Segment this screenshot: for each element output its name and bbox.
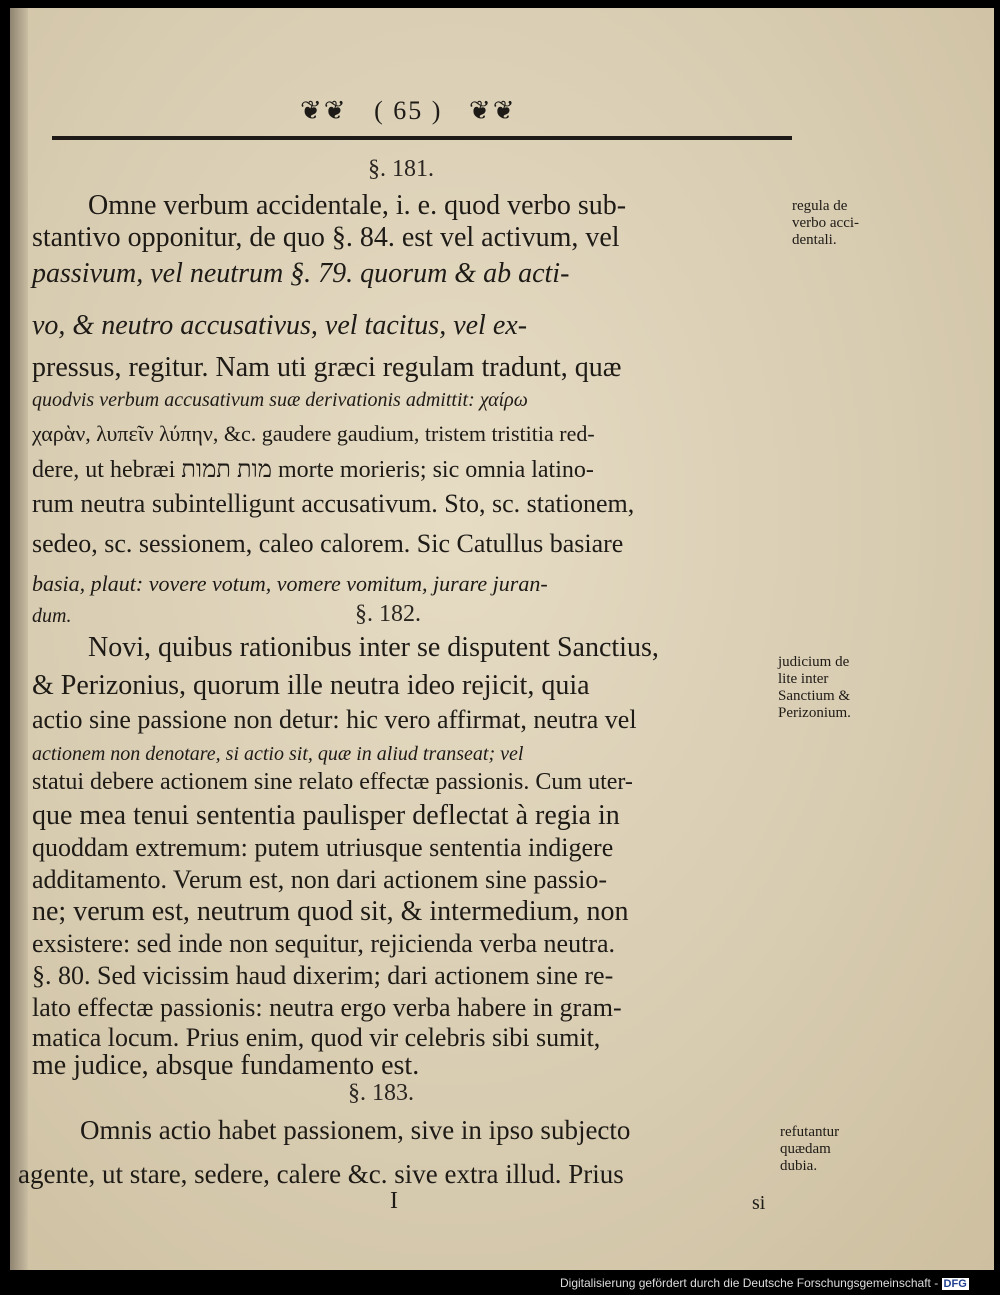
signature-mark: I [390, 1188, 398, 1214]
catchword: si [752, 1192, 766, 1214]
margin-note-line: lite inter [778, 671, 829, 687]
body-line: me judice, absque fundamento est. [32, 1050, 420, 1081]
margin-note-line: quædam [780, 1141, 831, 1157]
body-line: passivum, vel neutrum §. 79. quorum & ab acti- [32, 258, 570, 289]
page-binding-shadow [10, 8, 28, 1270]
body-line: Omne verbum accidentale, i. e. quod verbo sub- [88, 190, 627, 221]
section-181: §. 181. [368, 156, 434, 182]
margin-note-line: Perizonium. [778, 705, 851, 721]
margin-note-line: judicium de [778, 654, 850, 670]
margin-note-line: dentali. [792, 232, 837, 248]
body-line: additamento. Verum est, non dari actionem sine passio- [32, 865, 607, 894]
credit-text: Digitalisierung gefördert durch die Deutsche Forschungsgemeinschaft - [560, 1276, 939, 1290]
body-line: quodvis verbum accusativum suæ derivationis admittit: χαίρω [32, 389, 528, 411]
body-line: actionem non denotare, si actio sit, quæ in aliud transeat; vel [32, 743, 524, 765]
margin-note-line: refutantur [780, 1124, 840, 1140]
digitization-credit [560, 1276, 969, 1290]
body-line: χαρὰν, λυπεῖν λύπην, &c. gaudere gaudium, tristem tristitia red- [32, 421, 595, 446]
body-line: stantivo opponitur, de quo §. 84. est vel activum, vel [32, 222, 620, 253]
body-line: dum. [32, 605, 72, 627]
book-page [10, 8, 994, 1270]
body-line: matica locum. Prius enim, quod vir celebris sibi sumit, [32, 1023, 601, 1052]
body-line: dere, ut hebræi מות תמות morte morieris; sic omnia latino- [32, 457, 594, 483]
body-line: Omnis actio habet passionem, sive in ipso subjecto [80, 1115, 631, 1145]
left-ornament: ❦❦ [300, 96, 348, 126]
body-line: exsistere: sed inde non sequitur, rejicienda verba neutra. [32, 929, 616, 958]
right-ornament: ❦❦ [468, 96, 517, 126]
margin-note-refutantur [780, 1124, 839, 1175]
body-line: statui debere actionem sine relato effectæ passionis. Cum uter- [32, 769, 633, 795]
page-number: ( 65 ) [374, 96, 443, 125]
body-line: §. 80. Sed vicissim haud dixerim; dari actionem sine re- [32, 961, 614, 990]
margin-note-line: dubia. [780, 1158, 818, 1174]
body-line: rum neutra subintelligunt accusativum. Sto, sc. stationem, [32, 489, 635, 518]
margin-note-judicium [778, 654, 851, 722]
margin-note-line: regula de [792, 198, 848, 214]
section-182: §. 182. [355, 601, 421, 627]
margin-note-line: verbo acci- [792, 215, 860, 231]
margin-note-line: Sanctium & [778, 688, 851, 704]
body-line: ne; verum est, neutrum quod sit, & intermedium, non [32, 896, 629, 927]
dfg-logo: DFG [943, 1278, 967, 1290]
body-line: sedeo, sc. sessionem, caleo calorem. Sic Catullus basiare [32, 529, 624, 558]
margin-note-regula [792, 198, 859, 249]
running-header [300, 96, 516, 126]
body-line: Novi, quibus rationibus inter se disputent Sanctius, [88, 632, 659, 663]
body-line: vo, & neutro accusativus, vel tacitus, vel ex- [32, 310, 528, 341]
body-line: que mea tenui sententia paulisper deflectat à regia in [32, 800, 620, 831]
body-line: agente, ut stare, sedere, calere &c. sive extra illud. Prius [18, 1159, 624, 1189]
header-rule [52, 136, 792, 140]
body-line: quoddam extremum: putem utriusque sententia indigere [32, 833, 614, 862]
section-183: §. 183. [348, 1080, 414, 1106]
body-line: lato effectæ passionis: neutra ergo verba habere in gram- [32, 993, 622, 1022]
body-line: & Perizonius, quorum ille neutra ideo rejicit, quia [32, 670, 590, 701]
body-line: basia, plaut: vovere votum, vomere vomitum, jurare juran- [32, 571, 548, 596]
body-line: actio sine passione non detur: hic vero affirmat, neutra vel [32, 705, 637, 734]
body-line: pressus, regitur. Nam uti græci regulam tradunt, quæ [32, 352, 622, 383]
